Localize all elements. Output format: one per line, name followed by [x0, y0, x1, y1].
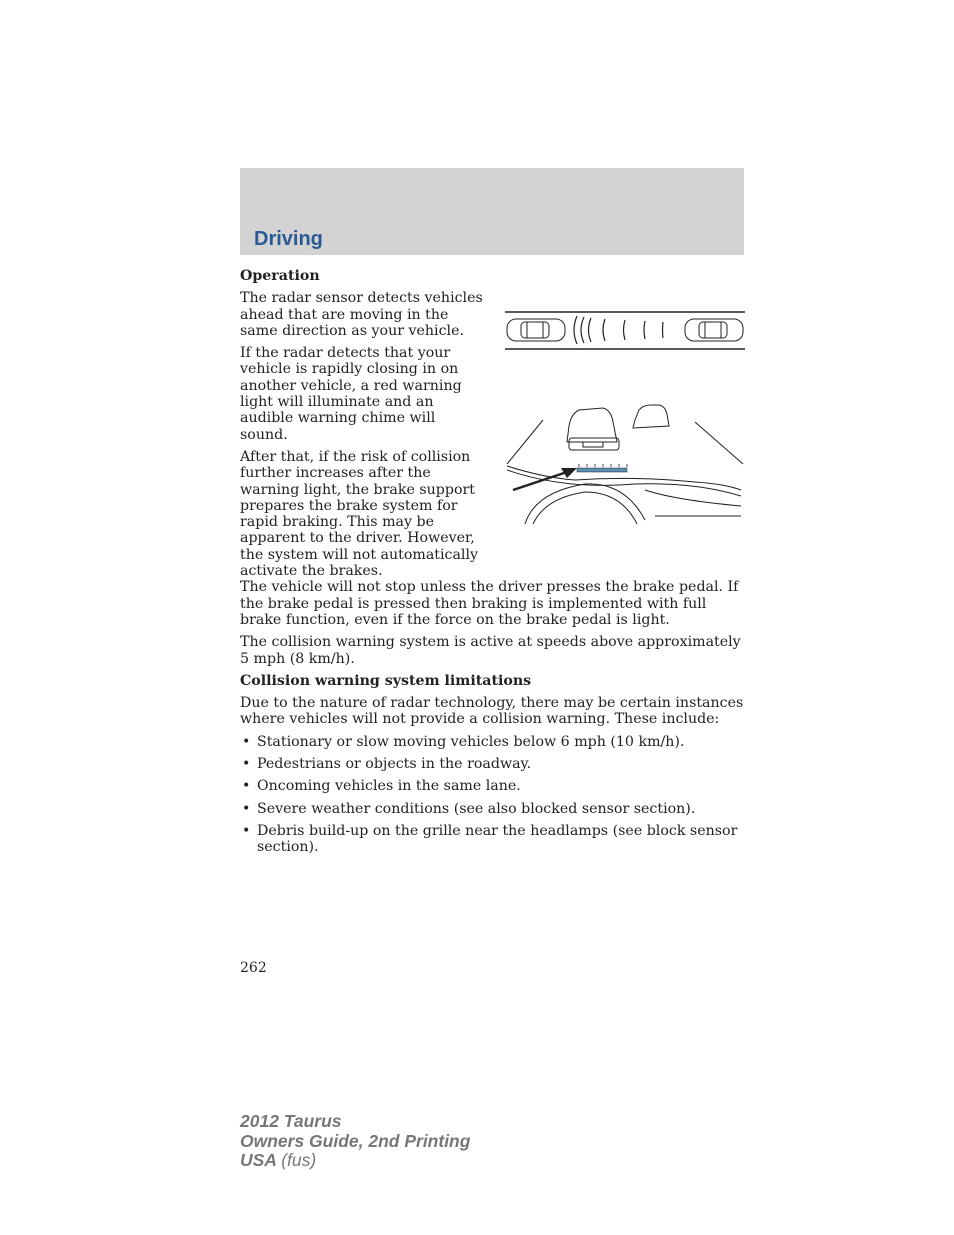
section-header-band: [240, 168, 744, 255]
page-number: 262: [240, 960, 267, 976]
footer-line-3: [240, 1151, 470, 1171]
list-item: • Debris build-up on the grille near the headlamps (see block sensor section).: [240, 823, 744, 856]
section-title: Driving: [254, 228, 323, 250]
footer-region-code: (fus): [281, 1150, 317, 1170]
limitations-heading: Collision warning system limitations: [240, 672, 532, 689]
operation-paragraph-3a: After that, if the risk of collision further increases after the warning light, the brake support prepares the brake system for rapid braking. This may be apparent to the driver. However, the system will not automatically activate the brakes.: [240, 448, 479, 580]
limitations-list: [240, 734, 744, 856]
operation-paragraph-1: The radar sensor detects vehicles ahead that are moving in the same direction as your vehicle.: [240, 290, 483, 339]
operation-paragraph-4: The collision warning system is active at speeds above approximately 5 mph (8 km/h).: [240, 634, 741, 667]
page-content: [240, 268, 744, 862]
limitations-intro: Due to the nature of radar technology, there may be certain instances where vehicles will not provide a collision warning. These include:: [240, 695, 744, 728]
operation-heading: Operation: [240, 268, 320, 284]
document-footer: [240, 1112, 470, 1171]
footer-line-2: Owners Guide, 2nd Printing: [240, 1130, 471, 1151]
list-item: • Stationary or slow moving vehicles below 6 mph (10 km/h).: [240, 734, 744, 750]
list-item: • Severe weather conditions (see also blocked sensor section).: [240, 801, 744, 817]
list-item: • Oncoming vehicles in the same lane.: [240, 778, 744, 794]
list-item: • Pedestrians or objects in the roadway.: [240, 756, 744, 772]
operation-paragraph-2: If the radar detects that your vehicle is rapidly closing in on another vehicle, a red warning light will illuminate and an audible warning chime will sound.: [240, 345, 462, 443]
footer-region: USA: [240, 1150, 277, 1170]
footer-line-1: 2012 Taurus: [240, 1111, 342, 1131]
operation-paragraph-3b: The vehicle will not stop unless the driver presses the brake pedal. If the brake pedal is pressed then braking is implemented with full brake function, even if the force on the brake pedal is light.: [240, 579, 739, 628]
